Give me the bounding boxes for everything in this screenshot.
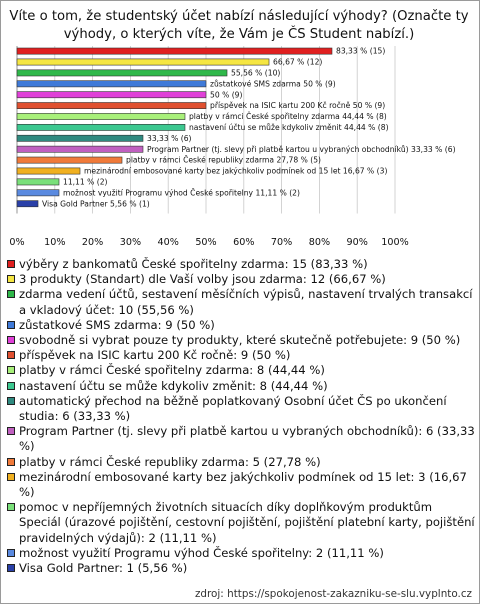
legend-label: Visa Gold Partner: 1 (5,56 %)	[19, 561, 188, 576]
legend-item	[6, 287, 476, 317]
x-tick-label: 100%	[381, 237, 409, 248]
legend-item	[6, 394, 476, 424]
bar-data-label: 50 % (9)	[210, 90, 243, 100]
bar-data-label: mezinárodní embosované karty bez jakýchkoliv podmínek od 15 let 16,67 % (3)	[84, 166, 388, 176]
bar	[17, 70, 227, 76]
bar	[17, 146, 143, 152]
legend-item	[6, 257, 476, 272]
bar	[17, 59, 269, 65]
legend-swatch	[7, 275, 15, 283]
source-note: zdroj: https://spokojenost-zakazniku-se-slu.vyplnto.cz	[194, 588, 472, 600]
legend-swatch	[7, 397, 15, 405]
legend-item	[6, 470, 476, 500]
legend-label: Program Partner (tj. slevy při platbě kartou u vybraných obchodníků): 6 (33,33 %)	[19, 424, 475, 454]
x-tick-label: 50%	[195, 237, 217, 248]
x-tick-label: 10%	[44, 237, 66, 248]
bar-data-label: nastavení účtu se může kdykoliv změnit 44,44 % (8)	[188, 123, 389, 132]
x-tick-label: 0%	[9, 237, 25, 248]
legend-label: platby v rámci České spořitelny zdarma: 8 (44,44 %)	[19, 363, 325, 378]
legend-swatch	[7, 366, 15, 374]
bar-data-label: 11,11 % (2)	[62, 177, 108, 187]
bar-data-label: 33,33 % (6)	[146, 133, 192, 143]
x-tick-label: 20%	[81, 237, 104, 248]
x-tick-label: 80%	[308, 237, 331, 248]
legend-swatch	[7, 351, 15, 359]
bar	[17, 103, 206, 109]
bar	[17, 190, 59, 196]
legend-swatch	[7, 321, 15, 329]
legend-label: 3 produkty (Standart) dle Vaší volby jsou zdarma: 12 (66,67 %)	[19, 272, 386, 287]
x-tick-label: 40%	[157, 237, 179, 248]
legend-label: příspěvek na ISIC kartu 200 Kč ročně: 9 (50 %)	[19, 348, 291, 363]
bar	[17, 113, 185, 119]
bar-data-label: 66,67 % (12)	[273, 57, 323, 67]
legend-item	[6, 379, 476, 394]
legend-label: automatický přechod na běžně poplatkovaný Osobní účet ČS po ukončení studia: 6 (33,33 %)	[19, 393, 447, 424]
bar-data-label: platby v rámci České spořitelny zdarma 44,44 % (8)	[188, 112, 387, 122]
bar	[17, 157, 122, 163]
bar	[17, 135, 143, 141]
legend-label: zůstatkové SMS zdarma: 9 (50 %)	[19, 317, 215, 332]
legend-swatch	[7, 564, 15, 572]
x-tick-label: 70%	[270, 237, 293, 248]
bar	[17, 92, 206, 98]
legend-swatch	[7, 290, 15, 298]
legend-swatch	[7, 336, 15, 344]
bar-data-label: Program Partner (tj. slevy při platbě kartou u vybraných obchodníků) 33,33 % (6)	[146, 144, 456, 154]
bar-data-label: 55,56 % (10)	[231, 68, 281, 78]
bar-data-label: možnost využití Programu výhod České spořitelny 11,11 % (2)	[62, 188, 300, 198]
legend-label: nastavení účtu se může kdykoliv změnit: 8 (44,44 %)	[19, 378, 328, 393]
legend-swatch	[7, 473, 15, 481]
bar	[17, 81, 206, 87]
legend-item	[6, 333, 476, 348]
bar-data-label: 83,33 % (15)	[335, 46, 386, 56]
legend-label: pomoc v nepříjemných životních situacích díky doplňkovým produktům Speciál (úrazové pojištění, cestovní pojištění, pojištění platební karty, pojištění pravidelných výdajů): 2 (11,11 %)	[19, 500, 475, 545]
x-tick-label: 60%	[233, 237, 255, 248]
legend-item	[6, 546, 476, 561]
legend-label: mezinárodní embosované karty bez jakýchkoliv podmínek od 15 let: 3 (16,67 %)	[19, 469, 467, 500]
bar-data-label: platby v rámci České republiky zdarma 27,78 % (5)	[126, 155, 322, 165]
chart-title: Víte o tom, že studentský účet nabízí následující výhody? (Označte ty výhody, o kterých víte, že Vám je ČS Student nabízí.)	[9, 9, 469, 42]
legend-swatch	[7, 427, 15, 435]
bar	[17, 201, 38, 207]
x-tick-label: 30%	[119, 237, 142, 248]
bar-data-label: příspěvek na ISIC kartu 200 Kč ročně 50 % (9)	[210, 101, 386, 111]
bar-data-label: zůstatkové SMS zdarma 50 % (9)	[210, 79, 336, 89]
legend-swatch	[7, 382, 15, 390]
legend-swatch	[7, 549, 15, 557]
bar-plot	[0, 0, 480, 252]
legend-label: zdarma vedení účtů, sestavení měsíčních výpisů, nastavení trvalých transakcí a vkladový účet: 10 (55,56 %)	[19, 287, 473, 317]
legend-item	[6, 318, 476, 333]
legend-item	[6, 363, 476, 378]
legend-label: výběry z bankomatů České spořitelny zdarma: 15 (83,33 %)	[19, 257, 368, 271]
bar	[17, 179, 59, 185]
legend-item	[6, 500, 476, 546]
legend-item	[6, 348, 476, 363]
bar-data-label: Visa Gold Partner 5,56 % (1)	[42, 199, 150, 209]
legend-label: platby v rámci České republiky zdarma: 5 (27,78 %)	[19, 454, 321, 469]
legend-item	[6, 424, 476, 454]
legend-label: možnost využití Programu výhod České spořitelny: 2 (11,11 %)	[19, 545, 384, 560]
legend-item	[6, 272, 476, 287]
legend-swatch	[7, 260, 15, 268]
legend-swatch	[7, 458, 15, 466]
bar	[17, 168, 80, 174]
x-tick-label: 90%	[346, 237, 368, 248]
legend-swatch	[7, 503, 15, 511]
bar	[17, 124, 185, 130]
legend-item	[6, 561, 476, 576]
legend-label: svobodně si vybrat pouze ty produkty, které skutečně potřebujete: 9 (50 %)	[19, 333, 461, 348]
bar	[17, 48, 332, 54]
chart-legend	[6, 257, 476, 576]
legend-item	[6, 455, 476, 470]
